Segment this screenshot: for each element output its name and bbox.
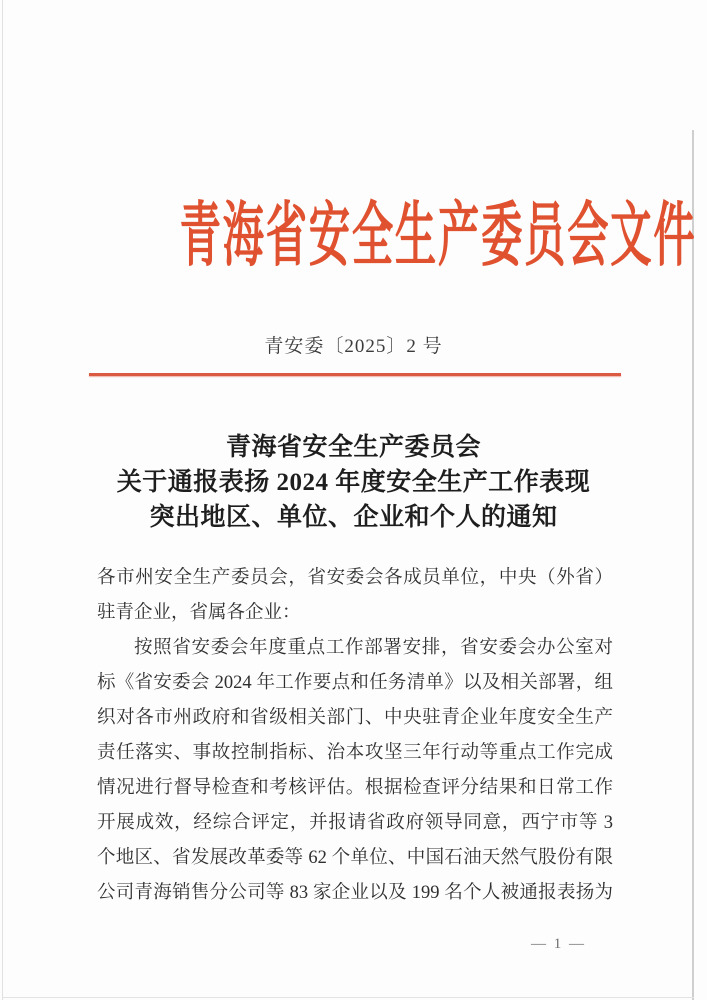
body-line: 开展成效，经综合评定，并报请省政府领导同意，西宁市等 3: [97, 813, 613, 833]
doc-title-line-2: 关于通报表扬 2024 年度安全生产工作表现: [116, 469, 591, 496]
doc-title: [0, 430, 707, 535]
body-line: 驻青企业，省属各企业：: [97, 603, 301, 623]
body-line: 个地区、省发展改革委等 62 个单位、中国石油天然气股份有限: [97, 848, 613, 868]
body-line: 织对各市州政府和省级相关部门、中央驻青企业年度安全生产: [97, 708, 613, 728]
doc-title-line-3: 突出地区、单位、企业和个人的通知: [149, 504, 558, 531]
red-rule-divider: [89, 373, 621, 376]
agency-banner: [0, 196, 707, 278]
doc-number: 青安委〔2025〕2 号: [264, 336, 443, 357]
body-line: 公司青海销售分公司等 83 家企业以及 199 名个人被通报表扬为: [97, 883, 613, 903]
scan-edge-bottom: [2, 997, 694, 998]
body-line: 各市州安全生产委员会，省安委会各成员单位，中央（外省）: [97, 568, 613, 588]
body-line: 按照省安委会年度重点工作部署安排，省安委会办公室对: [134, 638, 613, 658]
page-number: — 1 —: [531, 936, 586, 952]
doc-title-line-1: 青海省安全生产委员会: [225, 434, 481, 461]
body-line: 标《省安委会 2024 年工作要点和任务清单》以及相关部署，组: [97, 673, 613, 693]
agency-banner-text: 青海省安全生产委员会文件: [179, 198, 697, 275]
body-line: 情况进行督导检查和考核评估。根据检查评分结果和日常工作: [97, 778, 613, 798]
body-line: 责任落实、事故控制指标、治本攻坚三年行动等重点工作完成: [97, 743, 613, 763]
body-text: [97, 561, 613, 911]
